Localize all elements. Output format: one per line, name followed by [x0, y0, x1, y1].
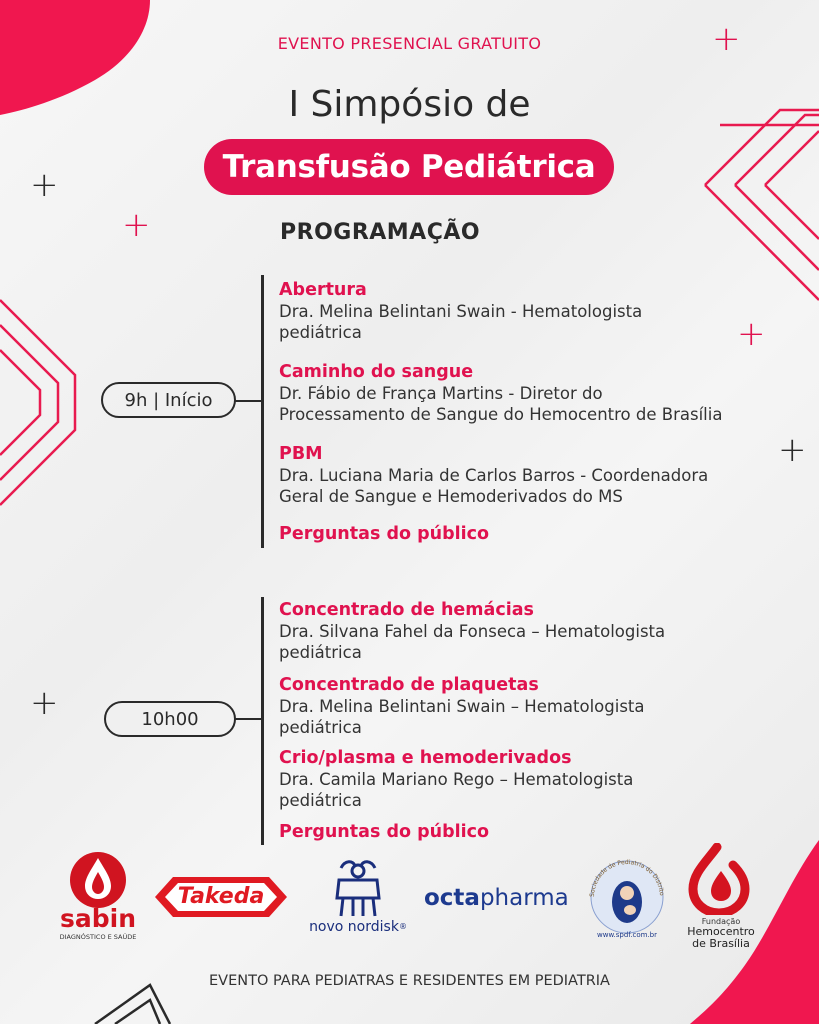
- item-desc-line: Dra. Silvana Fahel da Fonseca – Hematologista: [279, 622, 666, 641]
- novo-nordisk-text: [303, 918, 413, 936]
- hemocentro-line1: Fundação: [701, 917, 741, 926]
- octa-text: octa: [424, 885, 480, 911]
- program-heading: PROGRAMAÇÃO: [280, 220, 481, 245]
- pharma-text: pharma: [479, 885, 569, 911]
- program-item: [279, 747, 799, 811]
- item-desc-line: pediátrica: [279, 643, 362, 662]
- session-time-badge: [104, 701, 236, 737]
- item-desc-line: pediátrica: [279, 718, 362, 737]
- sabin-drop-icon: [58, 848, 138, 910]
- plus-icon: +: [122, 205, 151, 245]
- sabin-tagline: DIAGNÓSTICO E SAÚDE: [59, 933, 137, 941]
- item-desc-line: Dra. Camila Mariano Rego – Hematologista: [279, 770, 634, 789]
- timeline-connector: [235, 400, 262, 402]
- timeline-line: [261, 597, 264, 845]
- plus-icon: +: [30, 165, 59, 205]
- item-desc-line: pediátrica: [279, 791, 362, 810]
- session-time-label: 10h00: [141, 708, 199, 730]
- program-item: [279, 674, 799, 738]
- item-title: Abertura: [279, 280, 367, 300]
- item-desc-line: Dra. Melina Belintani Swain - Hematologista: [279, 302, 643, 321]
- item-desc-line: Geral de Sangue e Hemoderivados do MS: [279, 487, 623, 506]
- program-item: [279, 443, 799, 507]
- plus-icon: +: [737, 314, 766, 354]
- program-item: [279, 599, 799, 663]
- apis-bull-icon: [303, 858, 413, 918]
- program-item: [279, 523, 799, 545]
- program-item: [279, 361, 799, 425]
- hemocentro-line2: Hemocentro: [687, 925, 755, 938]
- octapharma-logo: [424, 884, 572, 912]
- plus-icon: +: [30, 683, 59, 723]
- program-item: [279, 279, 799, 343]
- item-desc-line: Dr. Fábio de França Martins - Diretor do: [279, 384, 603, 403]
- spdf-logo: [584, 855, 670, 947]
- item-title: Concentrado de plaquetas: [279, 675, 539, 695]
- spdf-url: www.spdf.com.br: [597, 931, 657, 939]
- item-desc-line: Dra. Melina Belintani Swain – Hematologista: [279, 697, 645, 716]
- registered-mark: ®: [398, 922, 407, 931]
- item-title: PBM: [279, 444, 323, 464]
- item-title: Caminho do sangue: [279, 362, 474, 382]
- plus-icon: +: [712, 19, 741, 59]
- hemocentro-line3: de Brasília: [692, 937, 750, 950]
- title-highlight-pill: [204, 139, 614, 195]
- hemocentro-logo: [681, 843, 761, 955]
- spdf-arc-text: Sociedade de Pediatria do Distrito: [588, 858, 666, 898]
- item-desc-line: pediátrica: [279, 323, 362, 342]
- takeda-logo-text: Takeda: [177, 884, 265, 909]
- timeline-connector: [235, 718, 262, 720]
- item-title: Concentrado de hemácias: [279, 600, 534, 620]
- spdf-emblem-icon: [584, 855, 670, 935]
- page-title: I Simpósio de: [288, 84, 531, 125]
- takeda-logo: [151, 872, 291, 922]
- session-time-badge: [101, 382, 236, 418]
- plus-icon: +: [778, 430, 807, 470]
- item-title: Crio/plasma e hemoderivados: [279, 748, 572, 768]
- footer-note: EVENTO PARA PEDIATRAS E RESIDENTES EM PEDIATRIA: [209, 973, 610, 989]
- page-subtitle: Transfusão Pediátrica: [222, 149, 596, 185]
- blood-drop-icon: [681, 843, 761, 915]
- item-title: Perguntas do público: [279, 524, 489, 544]
- sabin-logo: [58, 848, 138, 943]
- novo-name: novo nordisk: [309, 919, 399, 935]
- session-time-label: 9h | Início: [124, 389, 213, 411]
- program-item: [279, 821, 799, 843]
- sabin-logo-text: sabin: [59, 904, 136, 933]
- item-desc-line: Dra. Luciana Maria de Carlos Barros - Coordenadora: [279, 466, 709, 485]
- event-type-label: EVENTO PRESENCIAL GRATUITO: [277, 34, 542, 53]
- item-desc-line: Processamento de Sangue do Hemocentro de Brasília: [279, 405, 723, 424]
- item-title: Perguntas do público: [279, 822, 489, 842]
- novo-nordisk-logo: [303, 858, 413, 940]
- timeline-line: [261, 275, 264, 548]
